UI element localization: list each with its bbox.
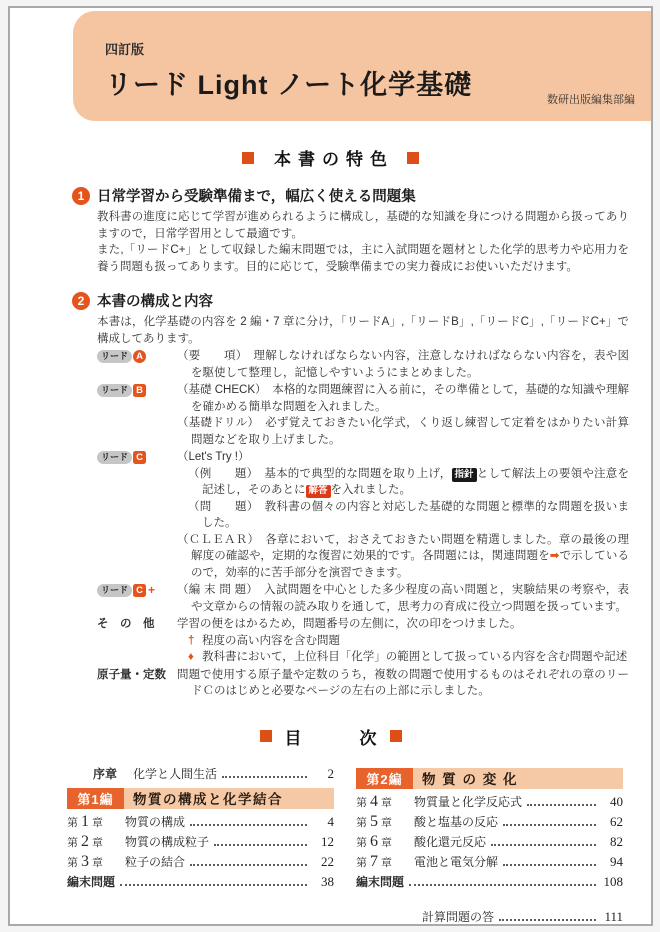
page-number: 108 (603, 873, 623, 889)
dot-leader (499, 919, 596, 921)
text-run: 章 (92, 856, 103, 869)
toc-row-calculation-answers (422, 908, 623, 927)
sonota-body (177, 616, 629, 666)
page-number: 4 (327, 813, 334, 829)
part-2-bar (356, 768, 623, 789)
toc-row-chapter (67, 833, 334, 853)
lead-c-row (97, 449, 629, 581)
chapter-digit: 3 (81, 852, 89, 870)
toc-row-chapter (356, 833, 623, 853)
mark-diamond-row (188, 649, 629, 666)
text-run: 章 (381, 816, 392, 829)
feature-number-badge: 2 (72, 292, 90, 310)
atomic-weight-row (97, 667, 629, 700)
chapter-digit: 6 (370, 832, 378, 850)
features-section-heading (10, 145, 651, 170)
text-run: 教科書において，上位科目「化学」の範囲として扱っている内容を含む問題や記述 (202, 651, 628, 663)
text-run: 第 (67, 816, 78, 829)
page-number: 111 (604, 908, 623, 924)
page-number: 12 (321, 833, 334, 849)
toc-heading-text (285, 724, 377, 749)
lead-pill-label: リード (97, 350, 132, 364)
grade-b-icon: B (133, 384, 146, 397)
text-run: （例 題） 基本的で典型的な問題を取り上げ， (188, 467, 452, 480)
lead-badge (97, 582, 155, 599)
entry-mondai: （問 題） 教科書の個々の内容と対応した基礎的な問題と標準的な問題を扱いました。 (188, 500, 629, 529)
toc-row-chapter (356, 813, 623, 833)
toc-heading-left: 目 (284, 728, 302, 748)
page-number: 62 (610, 813, 623, 829)
text-run: として解法上の要領や注意を記述し，そのあとに (202, 467, 630, 496)
toc-right-column (356, 765, 623, 927)
orange-square-icon (407, 152, 419, 164)
text-run: （ＣＬＥＡＲ） 各章において，おさえておきたい問題を精選しました。章の最後の理解度の確認や，定期的な復習に効果的です。各問題には，関連問題を (177, 533, 629, 562)
chapter-number (356, 793, 414, 811)
related-problem-arrow-icon: ➡ (549, 550, 560, 562)
toc-heading-right: 次 (359, 728, 377, 748)
lead-c-body (177, 449, 629, 581)
features-heading-text: 本書の特色 (274, 150, 394, 169)
chapter-title: 酸と塩基の反応 (414, 814, 499, 829)
lead-b-label (97, 382, 177, 448)
chapter-title: 物質の構成 (125, 814, 186, 829)
mark-dagger-row (188, 633, 629, 650)
dot-leader (214, 844, 307, 846)
end-problems-label: 編末問題 (356, 874, 405, 889)
feature-1-section (72, 185, 629, 275)
orange-square-icon (390, 730, 402, 742)
sonota-row (97, 616, 629, 666)
grade-c-icon: C (133, 584, 146, 597)
entry: （要 項） 理解しなければならない内容，注意しなければならない内容を，表や図を駆使して整理し，記憶しやすいようにまとめました。 (177, 350, 629, 379)
lead-a-body (177, 348, 629, 381)
lead-a-label (97, 348, 177, 381)
feature-2-intro: 本書は，化学基礎の内容を 2 編・7 章に分け，「リードA」,「リードB」,「リードC」,「リードC+」で構成してあります。 (97, 316, 629, 345)
chapter-number (67, 853, 125, 871)
chapter-digit: 4 (370, 792, 378, 810)
page-number: 22 (321, 853, 334, 869)
chapter-number (356, 813, 414, 831)
text-run: 第 (356, 796, 367, 809)
lead-cplus-body (177, 582, 629, 615)
chapter-digit: 5 (370, 812, 378, 830)
entry: 学習の便をはかるため，問題番号の左側に，次の印をつけました。 (177, 618, 522, 630)
text-run: 第 (356, 836, 367, 849)
feature-1-title: 日常学習から受験準備まで，幅広く使える問題集 (97, 189, 416, 205)
text-run: 章 (381, 796, 392, 809)
lead-b-body (177, 382, 629, 448)
feature-number-badge: 1 (72, 187, 90, 205)
answers-label: 計算問題の答 (422, 909, 495, 924)
part-1-title: 物質の構成と化学結合 (124, 788, 334, 809)
atomic-weight-label: 原子量・定数 (97, 668, 166, 681)
entry: （基礎ドリル） 必ず覚えておきたい化学式，くり返し練習して定着をはかりたい計算問題などを取り上げました。 (177, 417, 629, 446)
chapter-number (67, 833, 125, 851)
text-run: 第 (67, 836, 78, 849)
lead-pill-label: リード (97, 384, 132, 398)
toc-row-chapter (67, 853, 334, 873)
paragraph: 教科書の進度に応じて学習が進められるように構成し，基礎的な知識を身につける問題から扱ってありますので，日常学習用として最適です。 (97, 211, 629, 240)
lead-badge (97, 384, 146, 398)
dot-leader (190, 824, 307, 826)
text-run: 第 (356, 816, 367, 829)
table-of-contents (67, 765, 623, 927)
chapter-digit: 1 (81, 812, 89, 830)
page-number: 82 (610, 833, 623, 849)
part-2-badge: 第2編 (356, 768, 413, 789)
chapter-number (356, 853, 414, 871)
dot-leader (409, 884, 596, 886)
chapter-title: 粒子の結合 (125, 854, 186, 869)
text-run: 章 (92, 836, 103, 849)
lead-pill-label: リード (97, 451, 132, 465)
dot-leader (503, 864, 596, 866)
dot-leader (527, 804, 596, 806)
toc-row-chapter (67, 813, 334, 833)
toc-section-heading (10, 724, 651, 749)
lead-cplus-row (97, 582, 629, 615)
text-run: 第 (67, 856, 78, 869)
toc-left-column (67, 765, 334, 927)
page-number: 38 (321, 873, 334, 889)
lead-c-label (97, 449, 177, 581)
chapter-title: 酸化還元反応 (414, 834, 487, 849)
lead-b-row (97, 382, 629, 448)
dot-leader (222, 776, 307, 778)
feature-1-body (97, 209, 629, 275)
text-run: 章 (92, 816, 103, 829)
lead-a-row (97, 348, 629, 381)
orange-square-icon (242, 152, 254, 164)
atomic-weight-body (177, 667, 629, 700)
toc-row-chapter (356, 793, 623, 813)
text-run: を入れました。 (330, 484, 412, 496)
diamond-mark-icon: ♦ (188, 651, 194, 663)
chapter-number (356, 833, 414, 851)
plus-sign: + (148, 583, 156, 597)
edition-label: 四訂版 (105, 42, 145, 57)
dot-leader (120, 884, 307, 886)
orange-square-icon (260, 730, 272, 742)
text-run: 章 (381, 856, 392, 869)
dagger-mark-icon: † (188, 634, 195, 647)
title-banner (73, 11, 651, 121)
chapter-number (67, 813, 125, 831)
page-number: 40 (610, 793, 623, 809)
shishin-badge: 指針 (452, 468, 477, 482)
toc-row-end-problems (356, 873, 623, 893)
toc-row-prologue (67, 765, 334, 785)
prologue-label: 序章 (93, 766, 118, 781)
feature-2-title-row (72, 290, 629, 311)
paragraph: また,「リードC+」として収録した編末問題では，主に入試問題を題材とした化学的思考力や応用力を養う問題も扱ってあります。目的に応じて，受験準備までの実力養成にお使いいただけます。 (97, 244, 629, 273)
page-number: 94 (610, 853, 623, 869)
lead-badge (97, 350, 146, 364)
book-title: リード Light ノート化学基礎 (105, 70, 473, 100)
dot-leader (491, 844, 596, 846)
entry-reidai (188, 466, 629, 499)
end-problems-label: 編末問題 (67, 874, 116, 889)
grade-c-icon: C (133, 451, 146, 464)
entry-clear (177, 532, 629, 582)
dot-leader (190, 864, 307, 866)
dot-leader (503, 824, 596, 826)
structure-rows (97, 348, 629, 700)
lead-badge (97, 451, 146, 465)
kaito-badge: 解答 (306, 485, 331, 499)
grade-a-icon: A (133, 350, 146, 363)
publisher-credit: 数研出版編集部編 (547, 94, 635, 106)
sonota-label: そ の 他 (97, 618, 155, 630)
lead-cplus-label (97, 582, 177, 615)
entry: （Let's Try !） (177, 451, 250, 463)
text-run: 第 (356, 856, 367, 869)
chapter-title: 化学と人間生活 (133, 766, 218, 781)
chapter-title: 物質の構成粒子 (125, 834, 210, 849)
entry: （編 末 問 題） 入試問題を中心とした多少程度の高い問題と，実験結果の考察や，表や文章からの情報の読み取りを通して，思考力の育成に役立つ問題を扱っています。 (177, 584, 629, 613)
part-1-badge: 第1編 (67, 788, 124, 809)
entry: （基礎 CHECK） 本格的な問題練習に入る前に，その準備として，基礎的な知識や理解を確かめる簡単な問題を入れました。 (177, 384, 629, 413)
chapter-digit: 2 (81, 832, 89, 850)
part-2-title: 物 質 の 変 化 (413, 768, 623, 789)
feature-1-title-row (72, 185, 629, 206)
chapter-title: 電池と電気分解 (414, 854, 499, 869)
scanned-book-page (8, 6, 653, 926)
text-run: 章 (381, 836, 392, 849)
feature-2-title: 本書の構成と内容 (97, 294, 213, 310)
part-1-bar (67, 788, 334, 809)
entry: 問題で使用する原子量や定数のうち，複数の問題で使用するものはそれぞれの章のリードＣのはじめと必要なページの左右の上部に示しました。 (177, 668, 629, 697)
chapter-title: 物質量と化学反応式 (414, 794, 523, 809)
toc-row-chapter (356, 853, 623, 873)
text-run: 程度の高い内容を含む問題 (202, 634, 340, 647)
toc-row-end-problems (67, 873, 334, 893)
feature-2-section (72, 290, 629, 700)
chapter-digit: 7 (370, 852, 378, 870)
page-number: 2 (327, 765, 334, 781)
text-run: で示しているので，効率的に苦手部分を演習できます。 (191, 550, 629, 579)
lead-pill-label: リード (97, 584, 132, 598)
